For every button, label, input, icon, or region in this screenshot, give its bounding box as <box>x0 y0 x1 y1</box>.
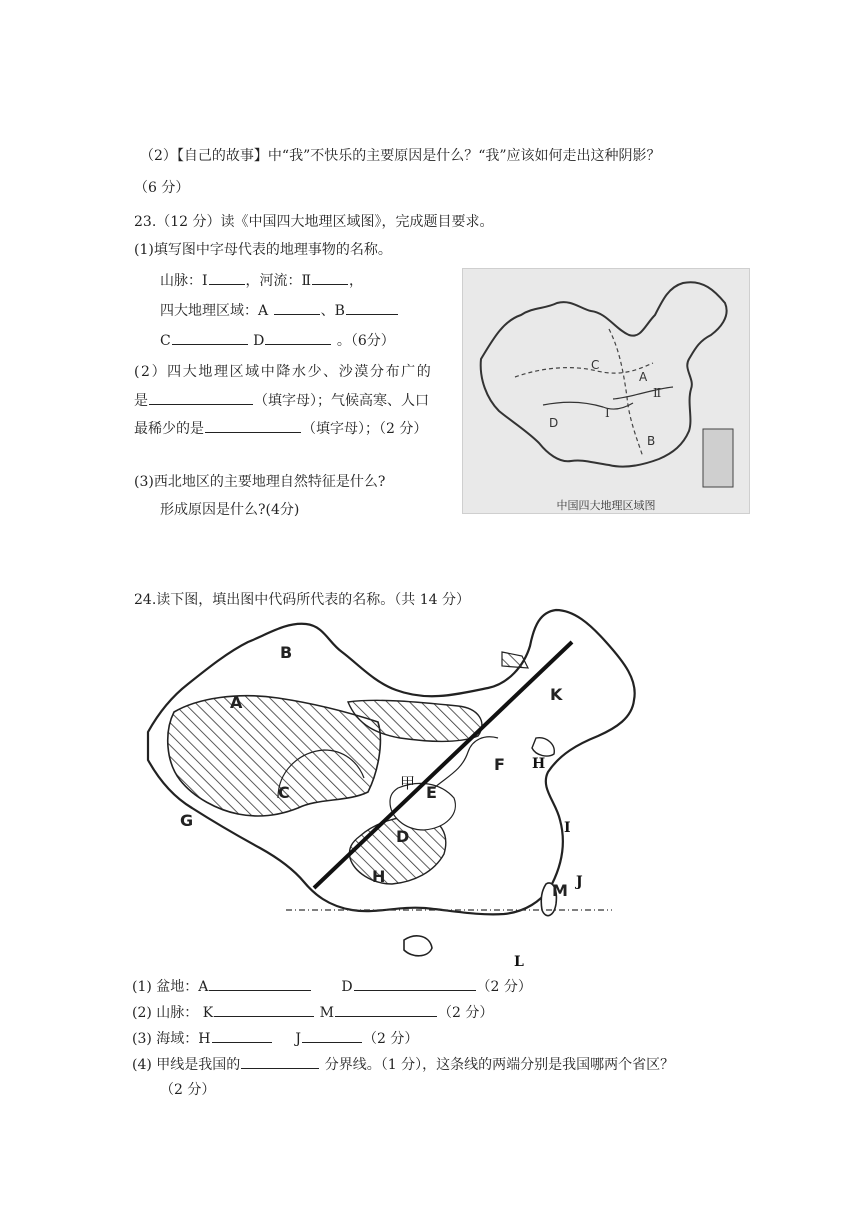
q23-part1-regions-ab: 四大地理区域：A 、B <box>160 300 399 321</box>
q24-sub3: (3) 海域：H J （2 分） <box>132 1028 418 1049</box>
q24-sub4-score: （2 分） <box>160 1082 216 1098</box>
answer-blank-II[interactable] <box>312 270 348 285</box>
q23-part1-mountain-river: 山脉：Ⅰ ，河流：Ⅱ ， <box>160 270 363 291</box>
map2-label-k: K <box>550 685 563 704</box>
q22-line1: （2）【自己的故事】中“我”不快乐的主要原因是什么？“我”应该如何走出这种阴影？ <box>140 148 661 164</box>
answer-blank-D[interactable] <box>265 330 331 345</box>
map2-label-d: D <box>396 827 410 846</box>
map1-caption: 中国四大地理区域图 <box>556 499 656 512</box>
map1-label-ii: Ⅱ <box>653 386 662 400</box>
answer-blank-desert[interactable] <box>149 390 253 405</box>
map2-label-i: I <box>564 820 571 836</box>
map2-label-j: J <box>576 874 583 890</box>
map2-label-l: L <box>514 954 524 970</box>
q23-part2-line3: 最稀少的是 （填字母）；（2 分） <box>134 418 427 439</box>
map1-label-d: D <box>549 416 559 430</box>
q23-part3-line2: 形成原因是什么?(4分) <box>160 502 300 518</box>
china-regions-map <box>128 602 648 974</box>
q24-sub1: (1) 盆地：A D （2 分） <box>132 976 532 997</box>
map2-label-a: A <box>230 693 243 712</box>
map2-label-h-sea: H <box>532 756 546 772</box>
answer-blank-sea-H[interactable] <box>212 1028 272 1043</box>
map2-label-e: E <box>426 783 437 802</box>
map2-label-g: G <box>180 811 194 830</box>
map2-label-m: M <box>552 881 568 900</box>
answer-blank-mountain-M[interactable] <box>335 1002 437 1017</box>
answer-blank-highland[interactable] <box>205 418 301 433</box>
q23-part1-regions-cd: C D 。（6分） <box>160 330 395 351</box>
china-regions-map-svg <box>128 602 648 974</box>
q24-sub4: (4) 甲线是我国的 分界线。（1 分），这条线的两端分别是我国哪两个省区？ <box>132 1054 674 1075</box>
answer-blank-C[interactable] <box>172 330 248 345</box>
q23-part1-title: (1)填写图中字母代表的地理事物的名称。 <box>134 242 392 258</box>
map1-label-i: Ⅰ <box>605 406 610 420</box>
q23-part2-line1: (2）四大地理区域中降水少、沙漠分布广的 <box>134 364 433 380</box>
map2-label-b: B <box>280 643 293 662</box>
map2-label-jia: 甲 <box>400 774 416 792</box>
q23-part3-line1: (3)西北地区的主要地理自然特征是什么? <box>134 474 386 490</box>
q23-stem: 23.（12 分）读《中国四大地理区域图》，完成题目要求。 <box>134 214 494 230</box>
answer-blank-A[interactable] <box>274 300 320 315</box>
answer-blank-dividing-line[interactable] <box>241 1054 319 1069</box>
q24-sub2: (2) 山脉： K M （2 分） <box>132 1002 493 1023</box>
map2-label-c: C <box>278 783 290 802</box>
answer-blank-sea-J[interactable] <box>302 1028 362 1043</box>
answer-blank-basin-A[interactable] <box>209 976 311 991</box>
q22-line2: （6 分） <box>134 180 190 196</box>
china-four-regions-map-svg <box>463 269 749 513</box>
answer-blank-basin-D[interactable] <box>354 976 476 991</box>
answer-blank-mountain-K[interactable] <box>214 1002 314 1017</box>
q23-part2-line2: 是 （填字母）；气候高寒、人口 <box>134 390 429 411</box>
map1-label-c: C <box>591 358 600 372</box>
map1-label-b: B <box>647 434 656 448</box>
map1-label-a: A <box>639 370 648 384</box>
answer-blank-I[interactable] <box>209 270 245 285</box>
map2-label-f: F <box>494 755 505 774</box>
china-four-regions-map <box>462 268 750 514</box>
answer-blank-B[interactable] <box>346 300 398 315</box>
map2-label-h-region: H <box>372 867 386 886</box>
q24-stem: 24.读下图，填出图中代码所代表的名称。（共 14 分） <box>134 592 470 608</box>
